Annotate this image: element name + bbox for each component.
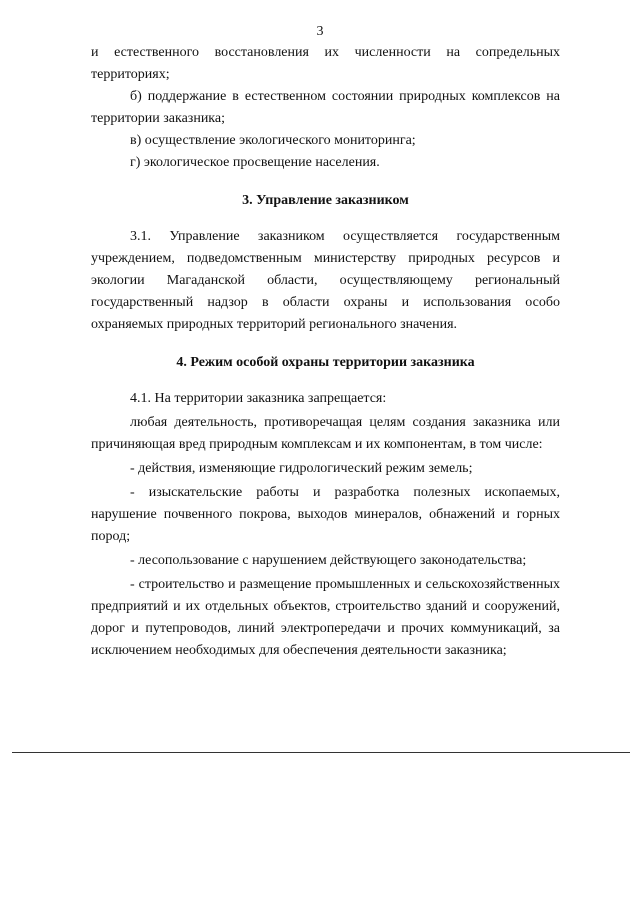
prohibition-logging: - лесопользование с нарушением действующего законодательства;	[130, 553, 527, 568]
section-3-heading: 3. Управление заказником	[242, 193, 409, 208]
document-body	[91, 42, 560, 662]
page-divider-line	[12, 752, 630, 753]
section-4-intro: 4.1. На территории заказника запрещается:	[130, 391, 387, 406]
prohibition-hydrology: - действия, изменяющие гидрологический режим земель;	[130, 461, 473, 476]
section-4-heading: 4. Режим особой охраны территории заказника	[176, 355, 475, 370]
page-number: 3	[316, 24, 324, 39]
section-3-paragraph: 3.1. Управление заказником осуществляется государственным учреждением, подведомственным министерству природных ресурсов и экологии Магаданской области, осуществляющему региональный государственный надзор в области охраны и использования особо охраняемых природных территорий регионального значения.	[91, 229, 560, 332]
paragraph-continuation: и естественного восстановления их численности на сопредельных территориях;	[91, 45, 560, 82]
paragraph-item-b: б) поддержание в естественном состоянии природных комплексов на территории заказника;	[91, 89, 560, 126]
paragraph-item-g: г) экологическое просвещение населения.	[130, 155, 380, 170]
prohibition-construction: - строительство и размещение промышленных и сельскохозяйственных предприятий и их отдельных объектов, строительство зданий и сооружений, дорог и путепроводов, линий электропередачи и прочих коммуникаций, за исключением необходимых для обеспечения деятельности заказника;	[91, 577, 560, 658]
prohibition-mining: - изыскательские работы и разработка полезных ископаемых, нарушение почвенного покрова, выходов минералов, обнажений и горных пород;	[91, 485, 560, 544]
paragraph-item-v: в) осуществление экологического мониторинга;	[130, 133, 416, 148]
section-4-general-prohibition: любая деятельность, противоречащая целям создания заказника или причиняющая вред природным комплексам и их компонентам, в том числе:	[91, 415, 560, 452]
